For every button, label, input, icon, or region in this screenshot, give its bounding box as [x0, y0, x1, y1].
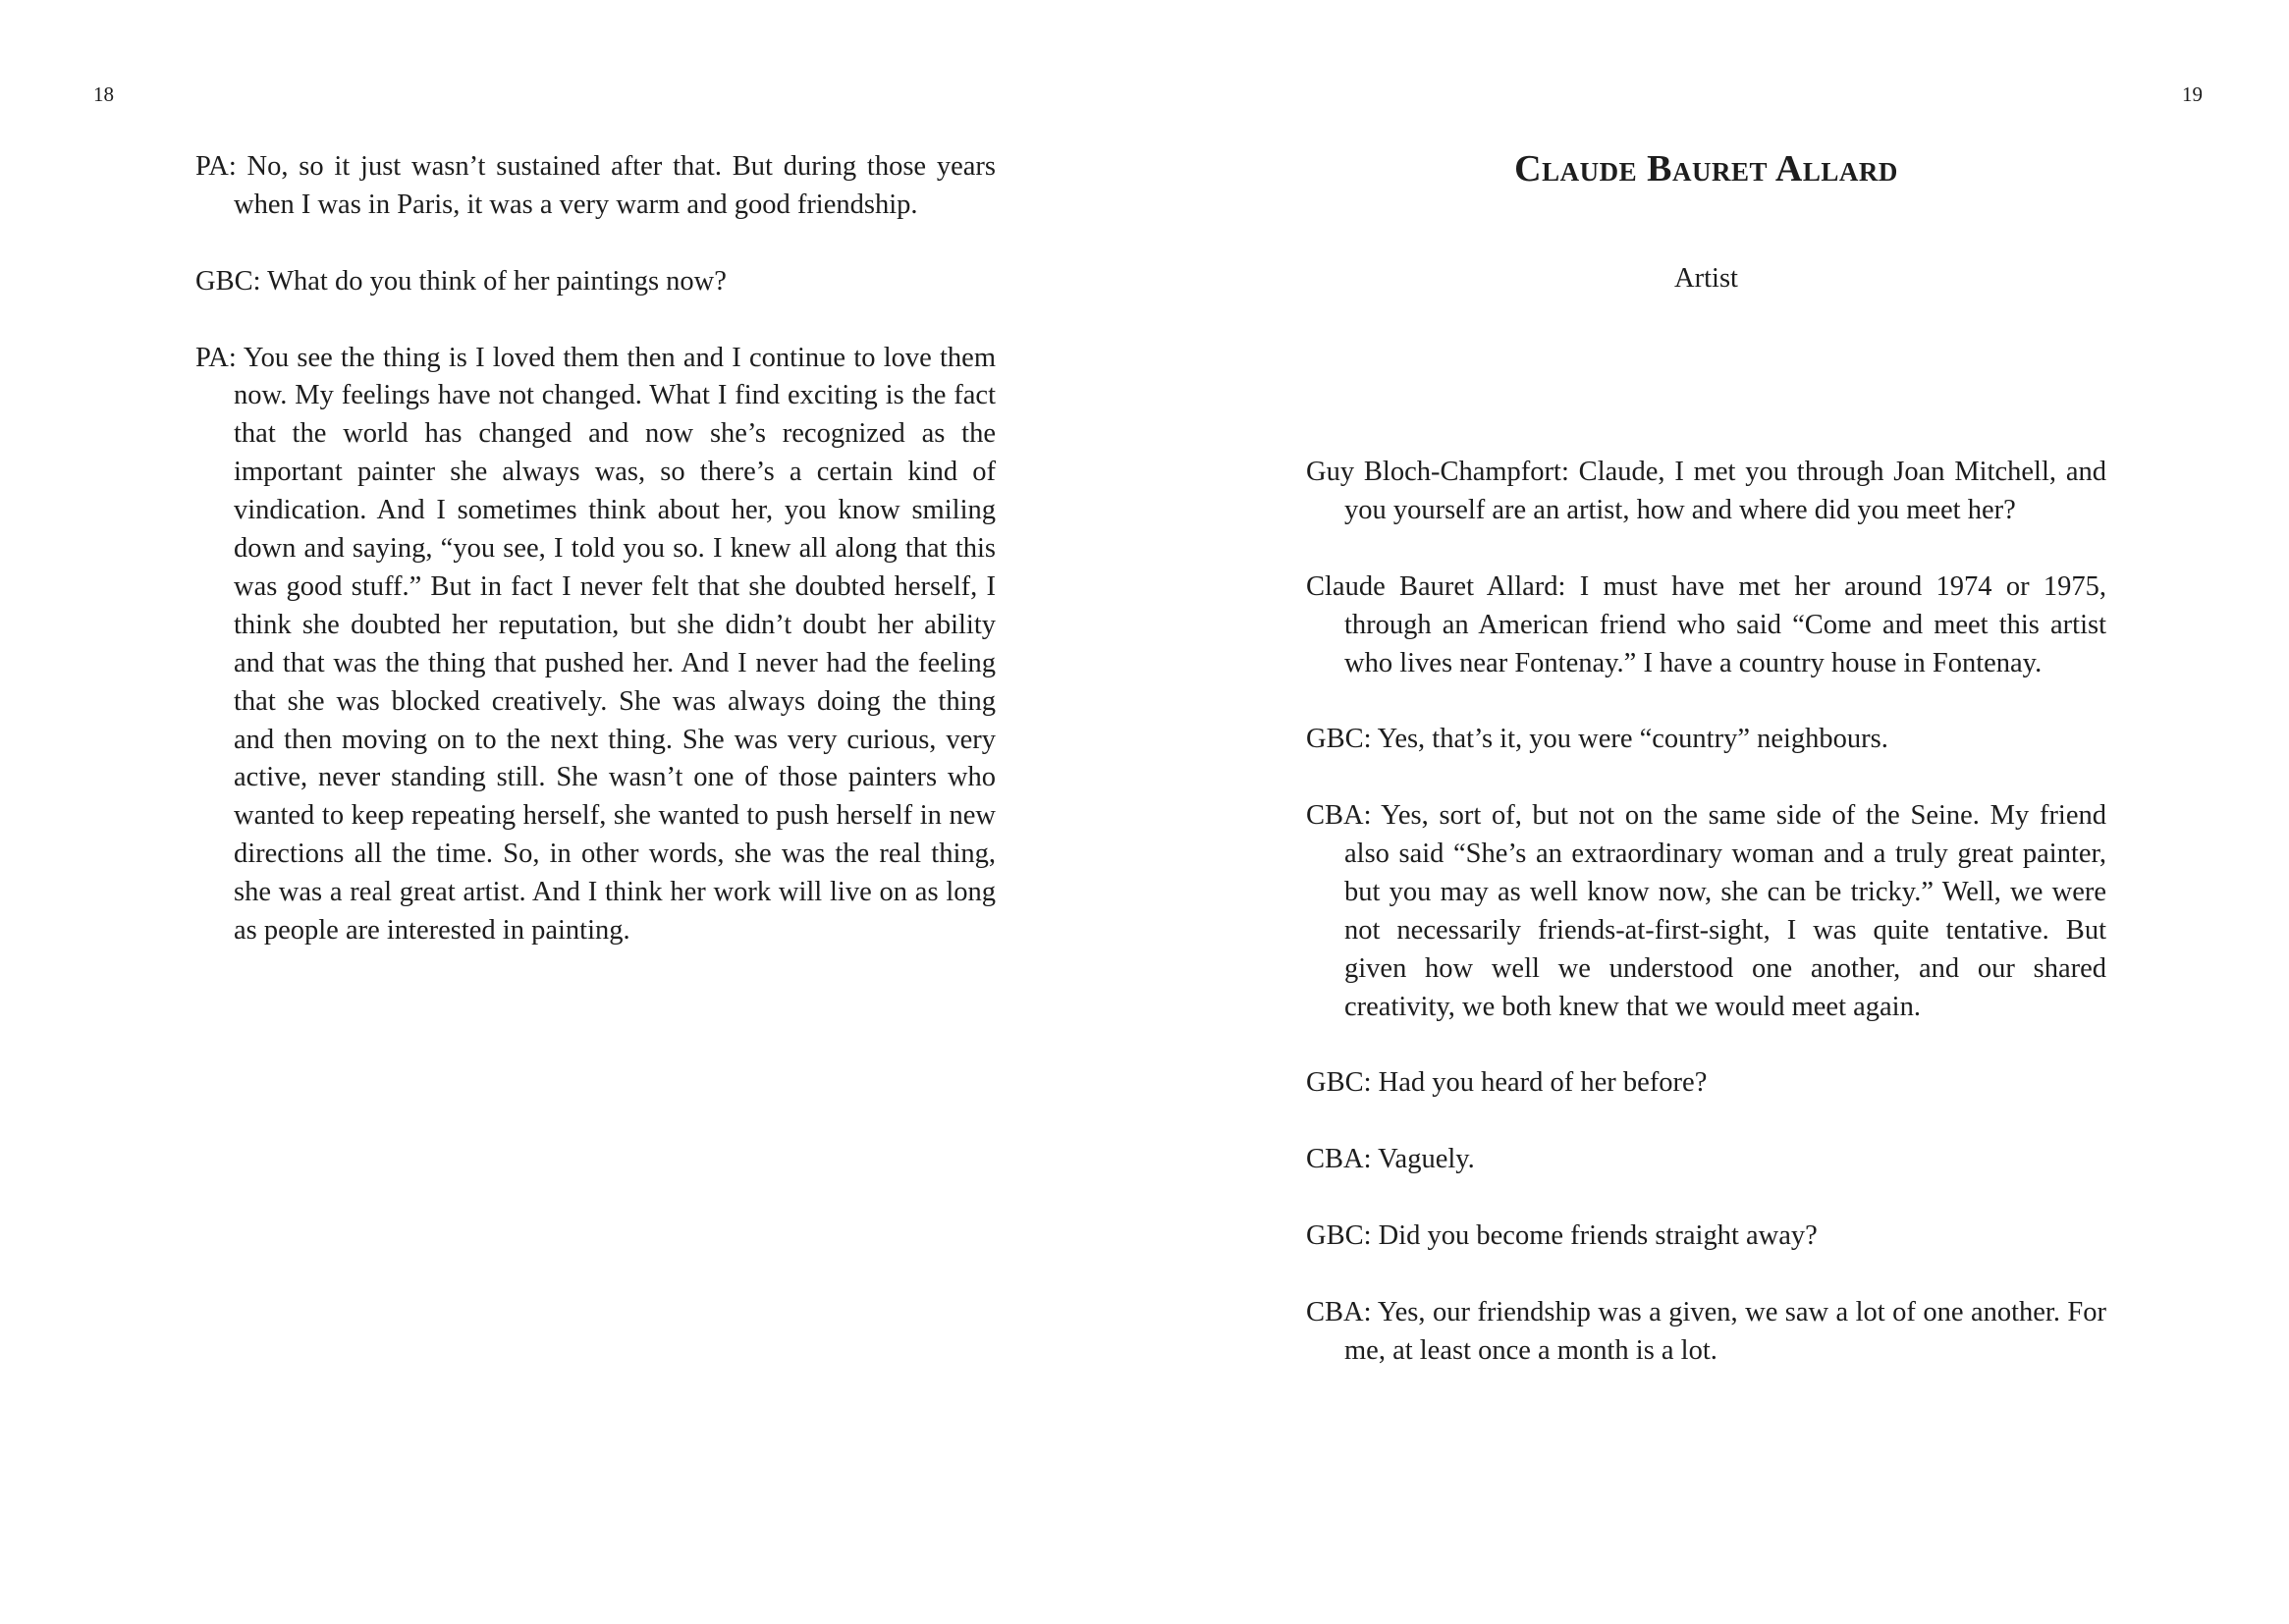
interview-paragraph: PA: No, so it just wasn’t sustained after that. But during those years when I was in Paris, it was a very warm and good friendship.: [195, 151, 996, 220]
right-page-body: [1306, 454, 2106, 1409]
interview-paragraph: GBC: Had you heard of her before?: [1306, 1067, 1708, 1099]
left-page-body: [195, 148, 996, 989]
interview-paragraph: CBA: Yes, sort of, but not on the same side of the Seine. My friend also said “She’s an extraordinary woman and a truly great painter, but you may as well know now, she can be tricky.” Well, we were not necessarily friends-at-first-sight, I was quite tentative. But given how well we understood one another, and our shared creativity, we both knew that we would meet again.: [1306, 800, 2106, 1022]
chapter-subtitle: Artist: [1674, 263, 1738, 294]
interview-paragraph: CBA: Vaguely.: [1306, 1144, 1475, 1175]
interview-paragraph: Guy Bloch-Champfort: Claude, I met you through Joan Mitchell, and you yourself are an artist, how and where did you meet her?: [1306, 457, 2106, 525]
interview-paragraph: GBC: Yes, that’s it, you were “country” neighbours.: [1306, 724, 1888, 755]
page-number-right: 19: [2182, 82, 2203, 106]
interview-paragraph: Claude Bauret Allard: I must have met her around 1974 or 1975, through an American friend who said “Come and meet this artist who lives near Fontenay.” I have a country house in Fontenay.: [1306, 570, 2106, 678]
interview-paragraph: CBA: Yes, our friendship was a given, we saw a lot of one another. For me, at least once a month is a lot.: [1306, 1296, 2106, 1366]
page-number-left: 18: [93, 82, 114, 106]
interview-paragraph: GBC: What do you think of her paintings now?: [195, 265, 727, 297]
interview-paragraph: PA: You see the thing is I loved them then and I continue to love them now. My feelings have not changed. What I find exciting is the fact that the world has changed and now she’s recognized as the important painter she always was, so there’s a certain kind of vindication. And I sometimes think about her, you know smiling down and saying, “you see, I told you so. I knew all along that this was good stuff.” But in fact I never felt that she doubted herself, I think she doubted her reputation, but she didn’t doubt her ability and that was the thing that pushed her. And I never had the feeling that she was blocked creatively. She was always doing the thing and then moving on to the next thing. She was very curious, very active, never standing still. She wasn’t one of those painters who wanted to keep repeating herself, she wanted to push herself in new directions all the time. So, in other words, she was the real thing, she was a real great artist. And I think her work will live on as long as people are interested in painting.: [195, 342, 996, 947]
interview-paragraph: GBC: Did you become friends straight away?: [1306, 1220, 1818, 1252]
chapter-title: Claude Bauret Allard: [1514, 148, 1898, 189]
